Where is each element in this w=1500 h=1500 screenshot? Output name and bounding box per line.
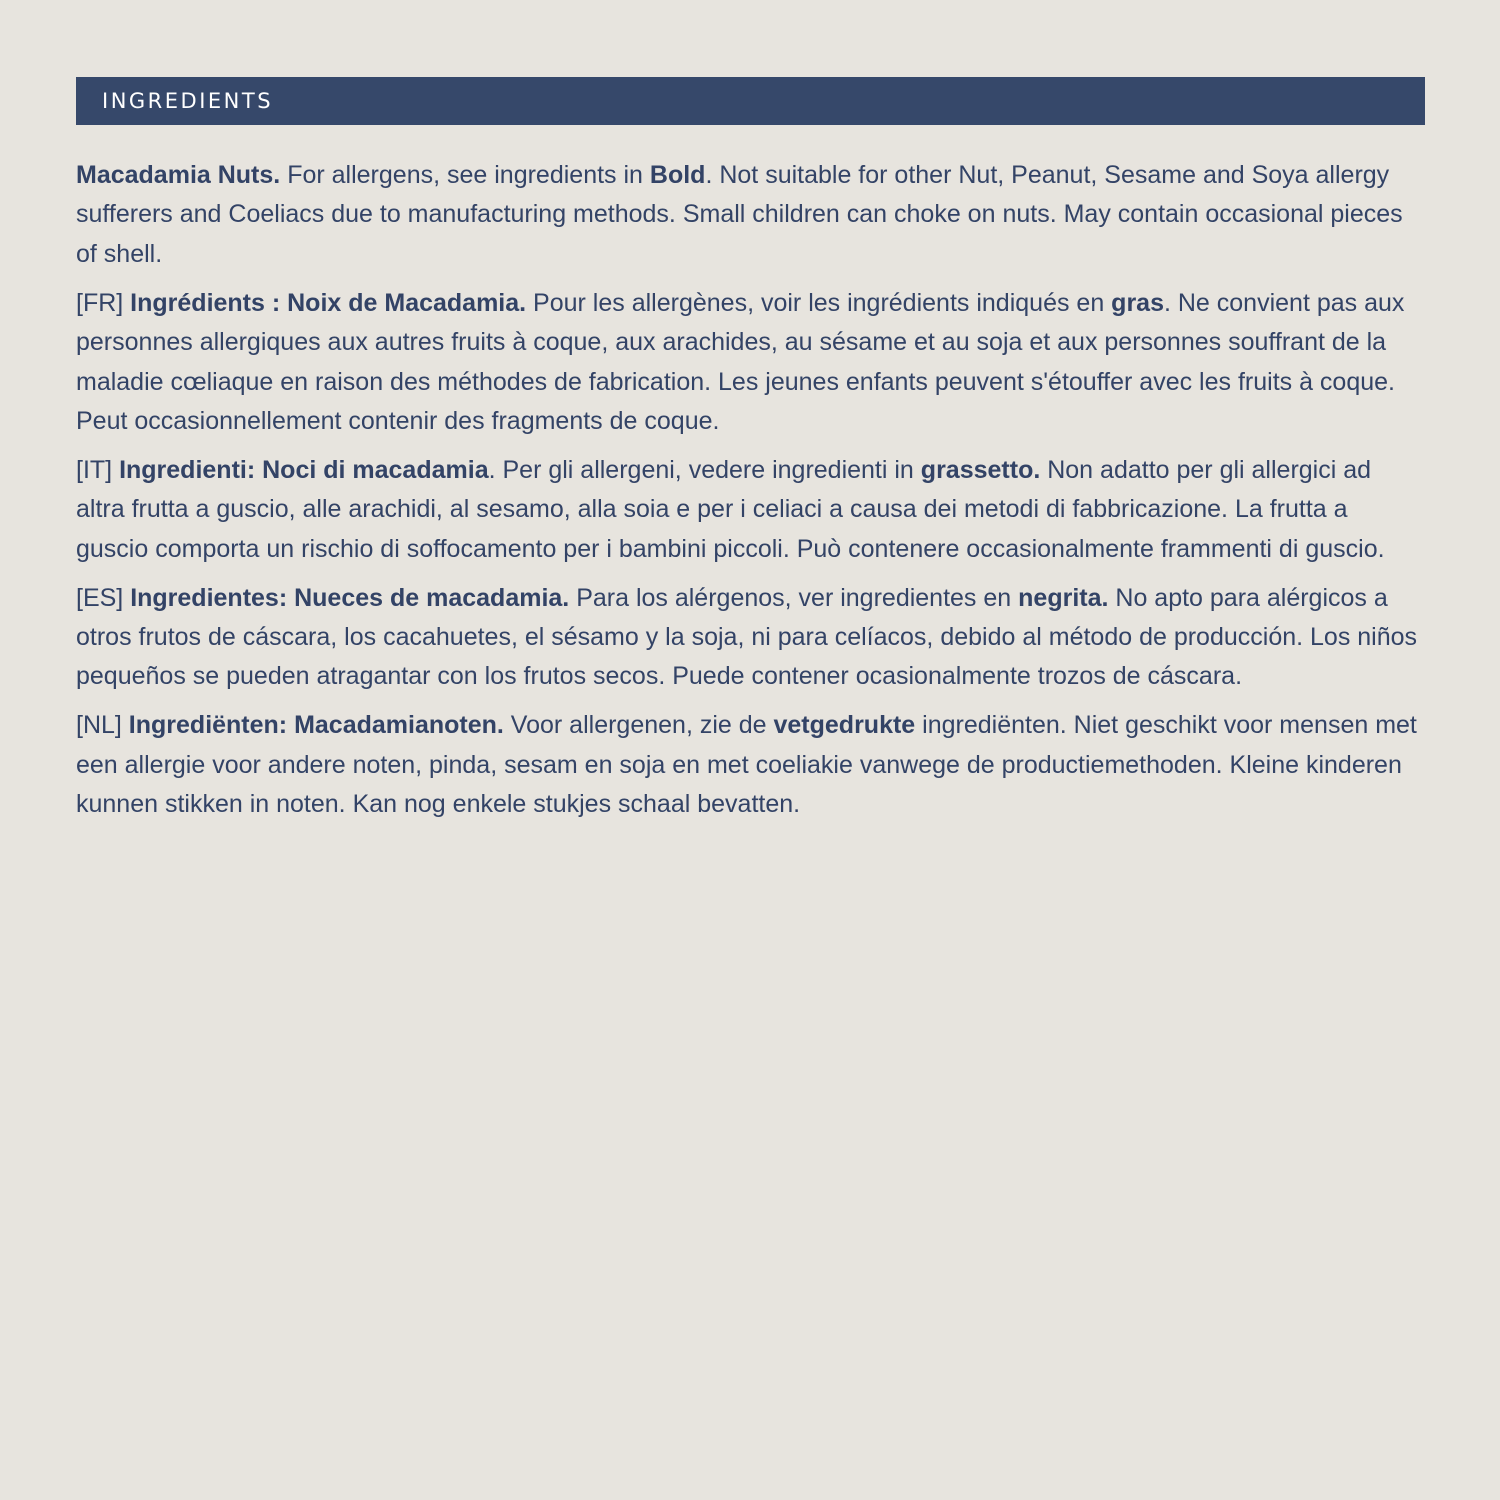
- bold-allergen-text: Bold: [649, 161, 706, 189]
- ingredients-heading: INGREDIENTS: [102, 88, 274, 113]
- language-code: [NL]: [76, 711, 129, 740]
- text-segment: Pour les allergènes, voir les ingrédients indiqués en: [526, 288, 1112, 317]
- text-segment: Non adatto per gli allergici ad altra frutta a guscio, alle arachidi, al sesamo, alla soia e per i celiaci a causa dei metodi di fabbricazione. La frutta a guscio comporta un rischio di soffocamento per i bambini piccoli. Può contenere occasionalmente frammenti di guscio.: [76, 455, 1385, 563]
- text-segment: . Ne convient pas aux personnes allergiques aux autres fruits à coque, aux arachides, au sésame et au soja et aux personnes souffrant de la maladie cœliaque en raison des méthodes de fabrication. Les jeunes enfants peuvent s'étouffer avec les fruits à coque. Peut occasionnellement contenir des fragments de coque.: [76, 288, 1405, 435]
- bold-allergen-text: Ingredientes: Nueces de macadamia.: [130, 583, 570, 612]
- text-segment: . Not suitable for other Nut, Peanut, Sesame and Soya allergy sufferers and Coeliacs due to manufacturing methods. Small children can choke on nuts. May contain occasional pieces of shell.: [76, 161, 1403, 268]
- bold-allergen-text: vetgedrukte: [773, 711, 916, 740]
- text-segment: ingrediënten. Niet geschikt voor mensen met een allergie voor andere noten, pinda, sesam en soja en met coeliakie vanwege de productiemethoden. Kleine kinderen kunnen stikken in noten. Kan nog enkele stukjes schaal bevatten.: [76, 711, 1417, 819]
- bold-allergen-text: grassetto.: [920, 455, 1041, 484]
- ingredients-header-bar: [76, 77, 1425, 125]
- text-segment: Para los alérgenos, ver ingredientes en: [569, 583, 1019, 612]
- text-segment: No apto para alérgicos a otros frutos de cáscara, los cacahuetes, el sésamo y la soja, ni para celíacos, debido al método de producción. Los niños pequeños se pueden atragantar con los frutos secos. Puede contener ocasionalmente trozos de cáscara.: [76, 583, 1418, 691]
- language-code: [IT]: [76, 455, 120, 484]
- bold-allergen-text: negrita.: [1018, 583, 1109, 612]
- ingredients-paragraph-es: [76, 579, 1421, 697]
- bold-allergen-text: gras: [1111, 288, 1164, 317]
- bold-allergen-text: Macadamia Nuts.: [76, 161, 281, 189]
- language-code: [FR]: [76, 288, 131, 317]
- language-code: [ES]: [76, 583, 131, 612]
- bold-allergen-text: Ingrédients : Noix de Macadamia.: [130, 288, 527, 317]
- text-segment: For allergens, see ingredients in: [280, 161, 650, 189]
- ingredients-paragraph-nl: [76, 706, 1421, 824]
- bold-allergen-text: Ingrediënten: Macadamianoten.: [128, 711, 504, 740]
- ingredients-paragraph-fr: [76, 284, 1421, 442]
- text-segment: Voor allergenen, zie de: [503, 711, 774, 740]
- ingredients-text-block: [76, 156, 1421, 834]
- ingredients-paragraph-it: [76, 451, 1421, 569]
- bold-allergen-text: Ingredienti: Noci di macadamia: [119, 455, 489, 484]
- ingredients-paragraph-en: [76, 156, 1421, 274]
- text-segment: . Per gli allergeni, vedere ingredienti in: [488, 455, 921, 484]
